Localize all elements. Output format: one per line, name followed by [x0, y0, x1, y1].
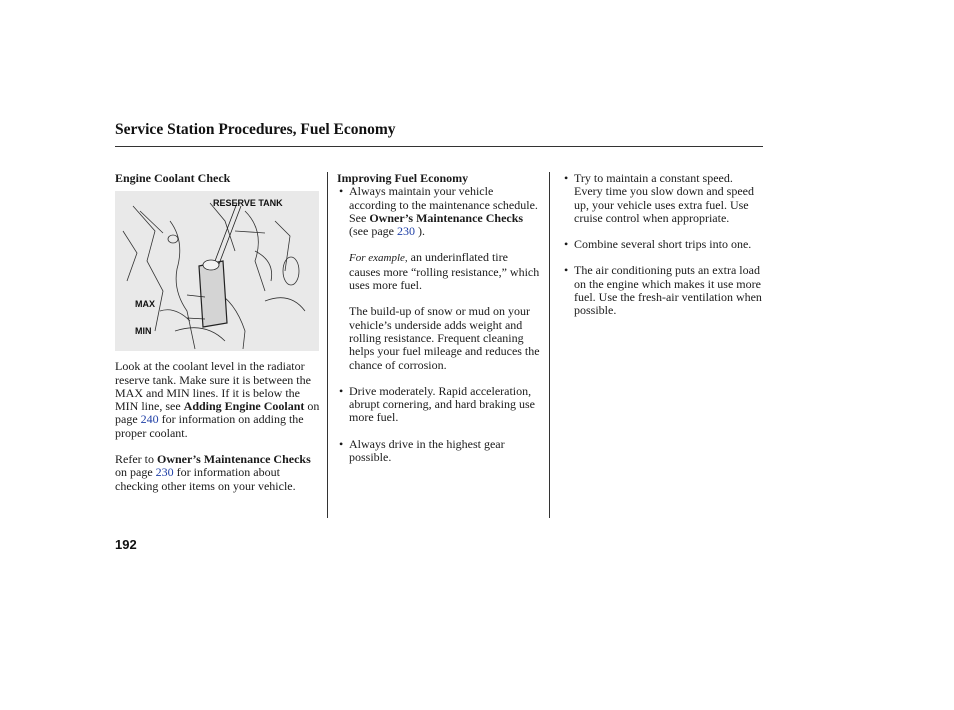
column-divider-right: [549, 172, 550, 518]
underinflated-tire-paragraph: For example, an underinflated tire causes more “rolling resistance,” which uses more fuel.: [349, 250, 540, 293]
coolant-level-paragraph: Look at the coolant level in the radiator reserve tank. Make sure it is between the MAX and MIN lines. If it is below the MIN line, see Adding Engine Coolant on page 240 for information on adding the proper coolant.: [115, 359, 320, 440]
column-fuel-tips: [562, 172, 762, 318]
title-rule: [115, 146, 763, 147]
page-link-230-b[interactable]: 230: [396, 224, 415, 239]
bullet-air-conditioning: • The air conditioning puts an extra load on the engine which makes it use more fuel. Use the fresh-air ventilation when possible.: [562, 264, 762, 317]
snow-mud-paragraph: The build-up of snow or mud on your vehicle’s underside adds weight and rolling resistance. Frequent cleaning helps your fuel mileage and reduces the chance of corrosion.: [349, 304, 540, 372]
reserve-tank-label: RESERVE TANK: [213, 198, 283, 209]
bullet-combine-trips: • Combine several short trips into one.: [562, 238, 762, 251]
column-divider-left: [327, 172, 328, 518]
page-number: 192: [115, 537, 137, 552]
bullet-maintenance-schedule: • Always maintain your vehicle according to the maintenance schedule. See Owner’s Maintenance Checks (see page 230 ).: [337, 185, 542, 238]
coolant-check-heading: Engine Coolant Check: [115, 171, 231, 185]
column-fuel-economy: [337, 172, 542, 464]
bullet-drive-moderately: • Drive moderately. Rapid acceleration, abrupt cornering, and hard braking use more fuel.: [337, 385, 542, 425]
maintenance-reference-paragraph: Refer to Owner’s Maintenance Checks on page 230 for information about checking other items on your vehicle.: [115, 452, 311, 493]
page-title: Service Station Procedures, Fuel Economy: [115, 121, 396, 138]
max-line-label: MAX: [135, 299, 155, 310]
bullet-highest-gear: • Always drive in the highest gear possible.: [337, 438, 542, 465]
page-link-230[interactable]: 230: [155, 465, 174, 480]
min-line-label: MIN: [135, 326, 152, 337]
bullet-constant-speed: • Try to maintain a constant speed. Every time you slow down and speed up, your vehicle uses extra fuel. Use cruise control when appropriate.: [562, 172, 762, 225]
reserve-tank-illustration: [115, 191, 319, 351]
column-engine-coolant: [115, 172, 320, 493]
fuel-economy-heading: Improving Fuel Economy: [337, 171, 469, 185]
page-link-240[interactable]: 240: [140, 412, 159, 427]
